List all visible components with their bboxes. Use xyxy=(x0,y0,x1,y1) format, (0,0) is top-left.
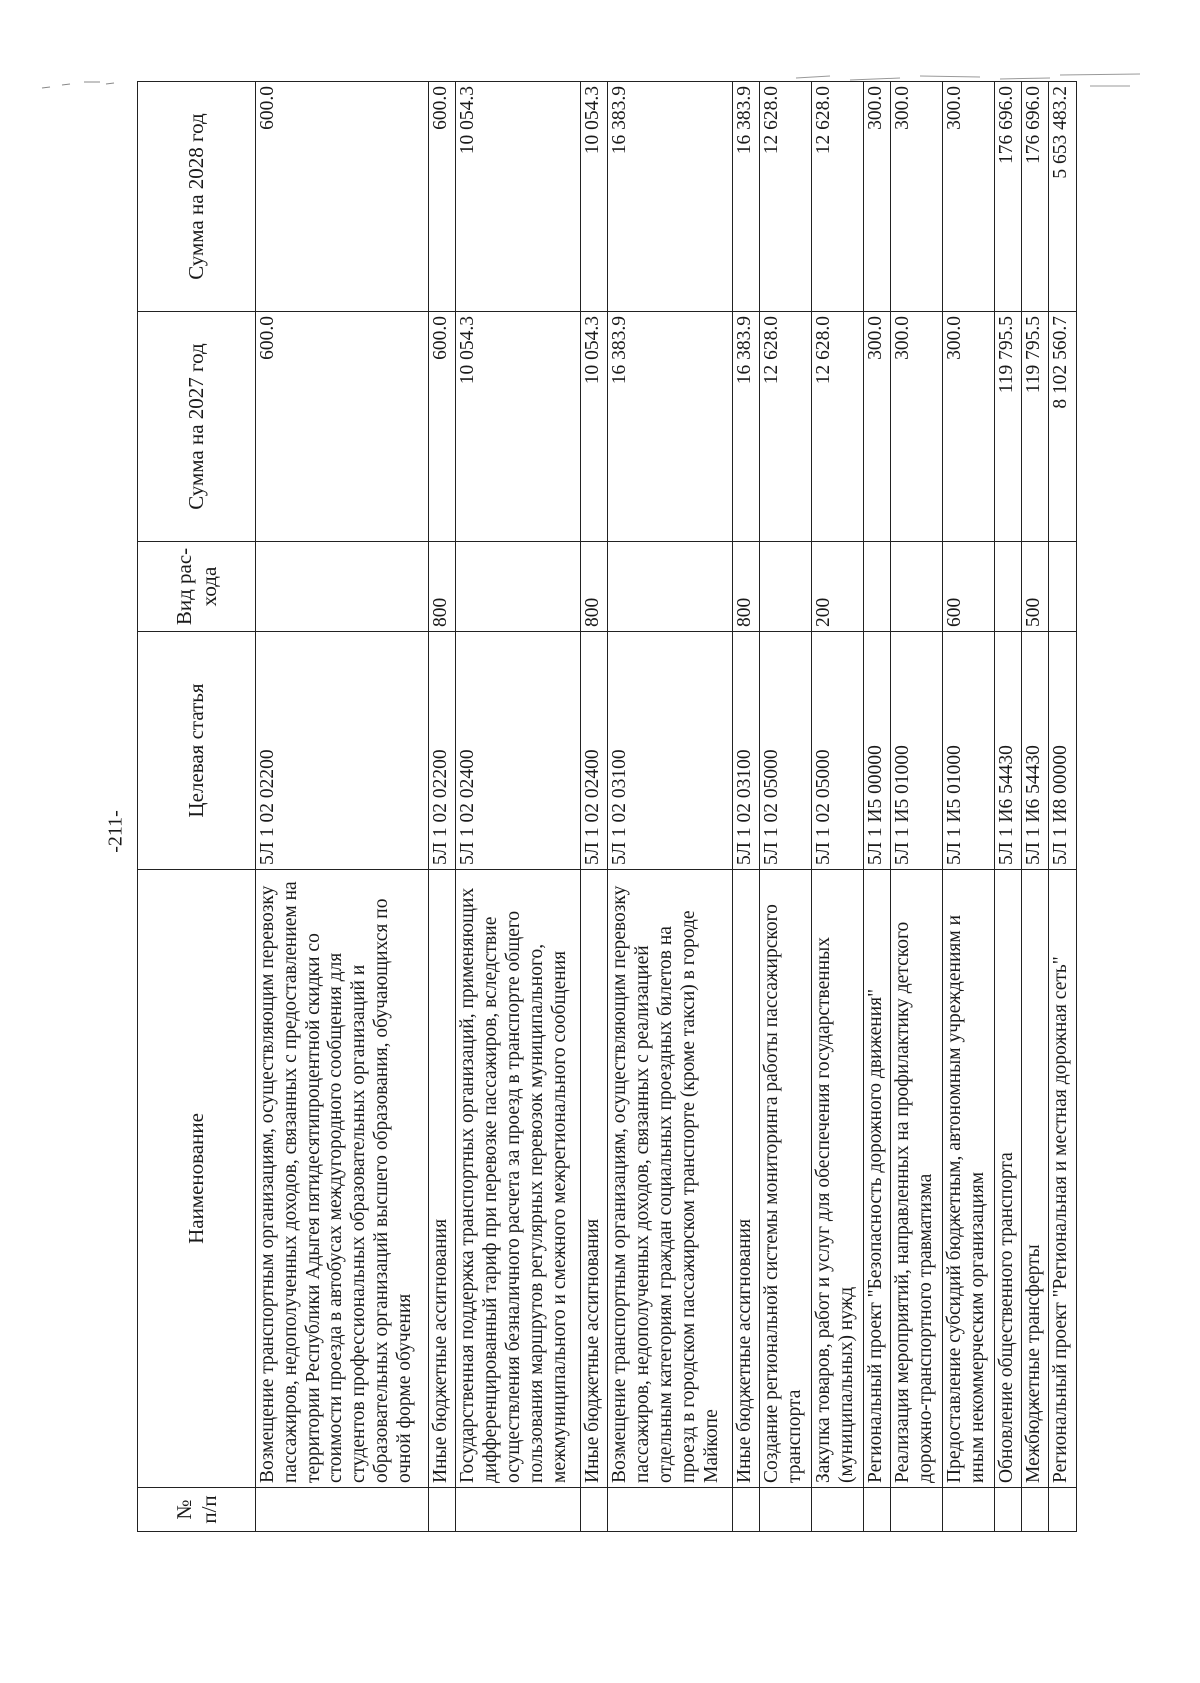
table-row xyxy=(994,82,1021,1532)
cell-code: 5Л 1 02 05000 xyxy=(811,632,863,870)
cell-code: 5Л 1 И6 54430 xyxy=(994,632,1021,870)
cell-no xyxy=(1049,1488,1077,1532)
table-row xyxy=(811,82,863,1532)
cell-code: 5Л 1 02 02400 xyxy=(456,632,580,870)
cell-kind: 600 xyxy=(942,542,994,632)
cell-kind: 200 xyxy=(811,542,863,632)
cell-code: 5Л 1 02 02200 xyxy=(429,632,456,870)
table-row xyxy=(456,82,580,1532)
table-row xyxy=(942,82,994,1532)
cell-2027: 12 628.0 xyxy=(760,312,812,542)
cell-no xyxy=(942,1488,994,1532)
cell-kind: 800 xyxy=(580,542,607,632)
table-row xyxy=(732,82,759,1532)
cell-name: Закупка товаров, работ и услуг для обеспечения государственных (муниципальных) нужд xyxy=(811,870,863,1488)
table-row xyxy=(580,82,607,1532)
cell-2027: 300.0 xyxy=(891,312,943,542)
table-row xyxy=(891,82,943,1532)
table-row xyxy=(1049,82,1077,1532)
cell-2028: 300.0 xyxy=(863,82,890,312)
header-no: № п/п xyxy=(138,1488,256,1532)
cell-no xyxy=(891,1488,943,1532)
page-number: -211- xyxy=(104,810,127,853)
cell-kind xyxy=(608,542,732,632)
cell-2028: 600.0 xyxy=(429,82,456,312)
cell-2027: 10 054.3 xyxy=(580,312,607,542)
cell-name: Предоставление субсидий бюджетным, автономным учреждениям и иным некоммерческим организациям xyxy=(942,870,994,1488)
header-code: Целевая статья xyxy=(138,632,256,870)
table-row xyxy=(863,82,890,1532)
cell-2028: 12 628.0 xyxy=(760,82,812,312)
cell-kind xyxy=(1049,542,1077,632)
table-row xyxy=(429,82,456,1532)
cell-2028: 12 628.0 xyxy=(811,82,863,312)
header-name: Наименование xyxy=(138,870,256,1488)
table-row xyxy=(256,82,429,1532)
cell-no xyxy=(863,1488,890,1532)
cell-2028: 176 696.0 xyxy=(1021,82,1048,312)
cell-no xyxy=(732,1488,759,1532)
header-2028: Сумма на 2028 год xyxy=(138,82,256,312)
cell-2027: 300.0 xyxy=(863,312,890,542)
header-kind: Вид рас-хода xyxy=(138,542,256,632)
header-2027: Сумма на 2027 год xyxy=(138,312,256,542)
cell-2027: 600.0 xyxy=(256,312,429,542)
cell-code: 5Л 1 И5 01000 xyxy=(891,632,943,870)
cell-2028: 600.0 xyxy=(256,82,429,312)
table-row xyxy=(608,82,732,1532)
cell-2027: 16 383.9 xyxy=(732,312,759,542)
cell-name: Возмещение транспортным организациям, осуществляющим перевозку пассажиров, недополученных доходов, связанных с предоставлением на территории Республики Адыгея пятидесятипроцентной скидки со стоимости проезда в автобусах междугородного сообщения для студентов профессиональных образовательных организаций и образовательных организаций высшего образования, обучающихся по очной форме обучения xyxy=(256,870,429,1488)
cell-name: Создание региональной системы мониторинга работы пассажирского транспорта xyxy=(760,870,812,1488)
cell-no xyxy=(760,1488,812,1532)
cell-no xyxy=(1021,1488,1048,1532)
cell-2028: 176 696.0 xyxy=(994,82,1021,312)
cell-code: 5Л 1 И5 01000 xyxy=(942,632,994,870)
cell-no xyxy=(994,1488,1021,1532)
table-row xyxy=(760,82,812,1532)
cell-no xyxy=(429,1488,456,1532)
cell-2027: 12 628.0 xyxy=(811,312,863,542)
cell-2027: 119 795.5 xyxy=(994,312,1021,542)
cell-2027: 10 054.3 xyxy=(456,312,580,542)
cell-kind xyxy=(256,542,429,632)
cell-kind xyxy=(994,542,1021,632)
cell-no xyxy=(456,1488,580,1532)
table-row xyxy=(1021,82,1048,1532)
cell-name: Обновление общественного транспорта xyxy=(994,870,1021,1488)
cell-code: 5Л 1 И8 00000 xyxy=(1049,632,1077,870)
scan-noise xyxy=(40,70,130,100)
cell-kind: 500 xyxy=(1021,542,1048,632)
cell-kind xyxy=(760,542,812,632)
cell-name: Межбюджетные трансферты xyxy=(1021,870,1048,1488)
cell-2028: 5 653 483.2 xyxy=(1049,82,1077,312)
cell-kind xyxy=(863,542,890,632)
cell-2027: 600.0 xyxy=(429,312,456,542)
cell-2027: 8 102 560.7 xyxy=(1049,312,1077,542)
cell-code: 5Л 1 02 02200 xyxy=(256,632,429,870)
cell-2028: 16 383.9 xyxy=(608,82,732,312)
rotated-table-container xyxy=(137,82,1077,1532)
cell-code: 5Л 1 02 02400 xyxy=(580,632,607,870)
cell-no xyxy=(256,1488,429,1532)
cell-name: Возмещение транспортным организациям, осуществляющим перевозку пассажиров, недополученных доходов, связанных с реализацией отдельным категориям граждан социальных проездных билетов на проезд в городском пассажирском транспорте (кроме такси) в городе Майкопе xyxy=(608,870,732,1488)
cell-code: 5Л 1 И6 54430 xyxy=(1021,632,1048,870)
cell-2028: 300.0 xyxy=(942,82,994,312)
cell-code: 5Л 1 И5 00000 xyxy=(863,632,890,870)
cell-name: Региональный проект "Региональная и местная дорожная сеть" xyxy=(1049,870,1077,1488)
cell-name: Реализация мероприятий, направленных на профилактику детского дорожно-транспортного травматизма xyxy=(891,870,943,1488)
cell-name: Иные бюджетные ассигнования xyxy=(732,870,759,1488)
cell-no xyxy=(608,1488,732,1532)
cell-2028: 10 054.3 xyxy=(580,82,607,312)
cell-kind xyxy=(891,542,943,632)
cell-name: Иные бюджетные ассигнования xyxy=(580,870,607,1488)
table-header-row xyxy=(138,82,256,1532)
cell-2027: 16 383.9 xyxy=(608,312,732,542)
cell-name: Иные бюджетные ассигнования xyxy=(429,870,456,1488)
cell-no xyxy=(811,1488,863,1532)
cell-code: 5Л 1 02 03100 xyxy=(732,632,759,870)
cell-name: Региональный проект "Безопасность дорожного движения" xyxy=(863,870,890,1488)
cell-kind: 800 xyxy=(732,542,759,632)
cell-2027: 119 795.5 xyxy=(1021,312,1048,542)
cell-2027: 300.0 xyxy=(942,312,994,542)
cell-2028: 10 054.3 xyxy=(456,82,580,312)
cell-2028: 300.0 xyxy=(891,82,943,312)
budget-table xyxy=(137,81,1077,1532)
cell-code: 5Л 1 02 05000 xyxy=(760,632,812,870)
cell-no xyxy=(580,1488,607,1532)
cell-kind: 800 xyxy=(429,542,456,632)
cell-2028: 16 383.9 xyxy=(732,82,759,312)
cell-kind xyxy=(456,542,580,632)
cell-name: Государственная поддержка транспортных организаций, применяющих дифференцированный тариф при перевозке пассажиров, вследствие осуществления безналичного расчета за проезд в транспорте общего пользования маршрутов регулярных перевозок муниципального, межмуниципального и смежного межрегионального сообщения xyxy=(456,870,580,1488)
cell-code: 5Л 1 02 03100 xyxy=(608,632,732,870)
